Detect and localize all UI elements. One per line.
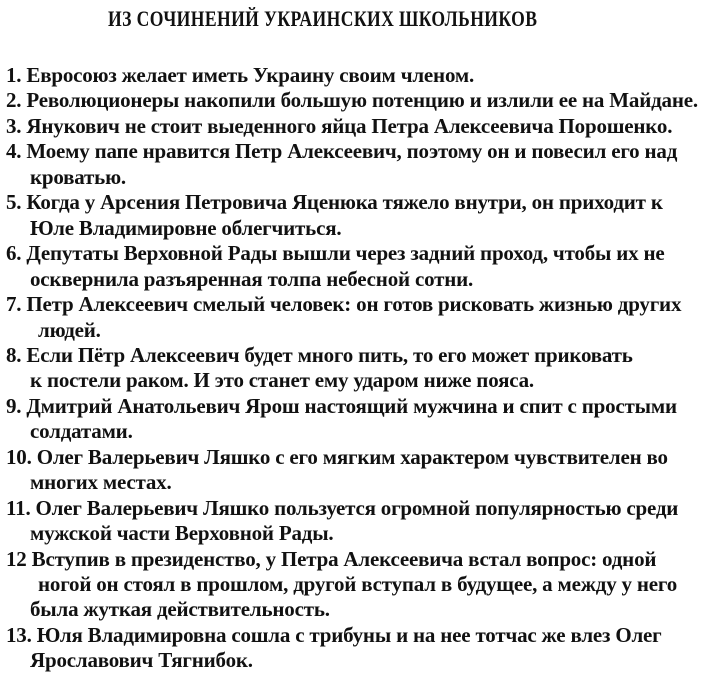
- list-item-continuation: людей.: [38, 317, 101, 342]
- list-item-continuation: к постели раком. И это станет ему ударом ниже пояса.: [30, 368, 534, 393]
- list-item: 8. Если Пётр Алексеевич будет много пить, то его может приковать: [6, 342, 633, 367]
- list-item: 10. Олег Валерьевич Ляшко с его мягким характером чувствителен во: [6, 444, 668, 469]
- list-item: 6. Депутаты Верховной Рады вышли через задний проход, чтобы их не: [6, 241, 665, 266]
- list-item: 7. Петр Алексеевич смелый человек: он готов рисковать жизнью других: [6, 292, 682, 317]
- list-item-continuation: Юле Владимировне облегчиться.: [30, 215, 342, 240]
- list-item-continuation: Ярославович Тягнибок.: [30, 648, 253, 673]
- document-title: ИЗ СОЧИНЕНИЙ УКРАИНСКИХ ШКОЛЬНИКОВ: [108, 6, 538, 31]
- list-item-continuation: осквернила разъяренная толпа небесной сотни.: [30, 266, 474, 291]
- list-item-continuation: кроватью.: [30, 164, 126, 189]
- list-item: 11. Олег Валерьевич Ляшко пользуется огромной популярностью среди: [6, 495, 679, 520]
- list-item: 3. Янукович не стоит выеденного яйца Петра Алексеевича Порошенко.: [6, 113, 673, 138]
- list-item: 2. Революционеры накопили большую потенцию и излили ее на Майдане.: [6, 88, 698, 113]
- list-item: 13. Юля Владимировна сошла с трибуны и на нее тотчас же влез Олег: [6, 622, 662, 647]
- list-item-continuation: многих местах.: [30, 470, 172, 495]
- list-item: 12 Вступив в президенство, у Петра Алексеевича встал вопрос: одной: [6, 546, 657, 571]
- list-item: 5. Когда у Арсения Петровича Яценюка тяжело внутри, он приходит к: [6, 190, 663, 215]
- list-item-continuation: ногой он стоял в прошлом, другой вступал в будущее, а между у него: [38, 572, 678, 596]
- list-item-continuation: солдатами.: [30, 419, 133, 444]
- list-item-continuation: мужской части Верховной Рады.: [30, 521, 334, 546]
- list-item-continuation: была жуткая действительность.: [30, 597, 330, 622]
- list-item: 1. Евросоюз желает иметь Украину своим членом.: [6, 63, 475, 87]
- list-item: 9. Дмитрий Анатольевич Ярош настоящий мужчина и спит с простыми: [6, 393, 677, 418]
- list-item: 4. Моему папе нравится Петр Алексеевич, поэтому он и повесил его над: [6, 139, 678, 164]
